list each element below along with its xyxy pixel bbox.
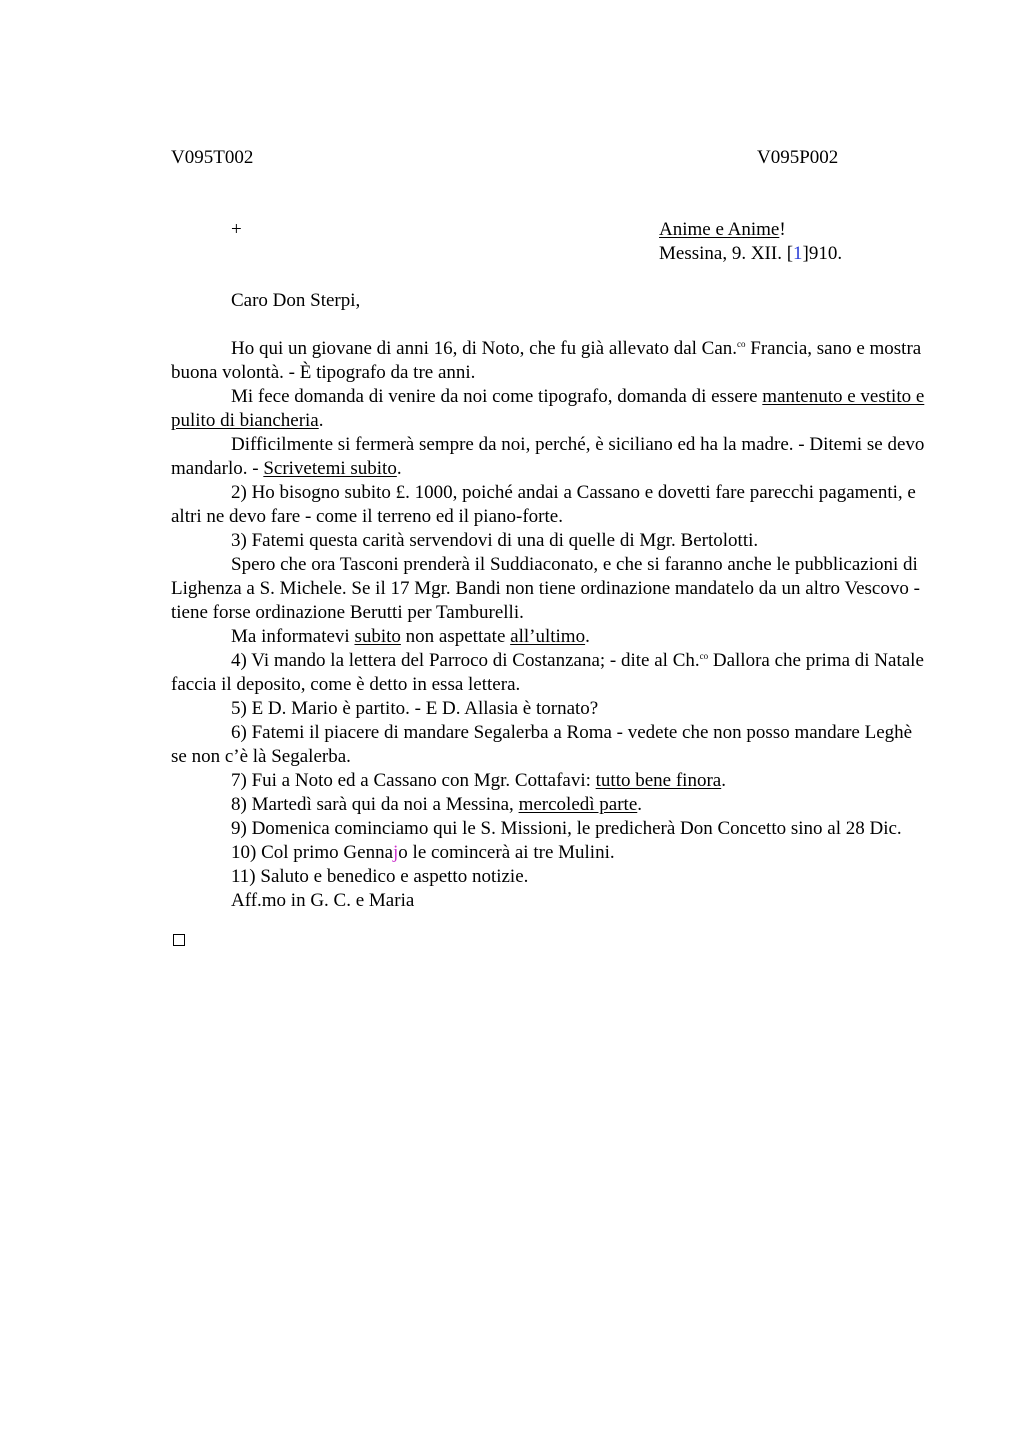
paragraph-1-text-b: Francia, sano e mostra buona volontà. - È tipografo da tre anni. <box>171 338 922 383</box>
date-line <box>659 242 842 266</box>
paragraph-8 <box>171 649 927 697</box>
paragraph-3-underlined: Scrivetemi subito <box>263 458 397 479</box>
paragraph-12 <box>171 793 927 817</box>
paragraph-11-underlined: tutto bene finora <box>595 770 722 791</box>
paragraph-5: 3) Fatemi questa carità servendovi di una di quelle di Mgr. Bertolotti. <box>231 530 759 551</box>
paragraph-9: 5) E D. Mario è partito. - E D. Allasia è tornato? <box>231 698 599 719</box>
paragraph-7 <box>171 625 927 649</box>
paragraph-4: 2) Ho bisogno subito £. 1000, poiché andai a Cassano e dovetti fare parecchi pagamenti, e altri ne devo fare - come il terreno ed il piano-forte. <box>171 482 916 527</box>
superscript-co: co <box>737 339 746 349</box>
date-emendation: 1 <box>793 243 803 264</box>
paragraph-8-text-b: Dallora che prima di Natale faccia il deposito, come è detto in essa lettera. <box>171 650 924 695</box>
letter-body <box>171 337 927 913</box>
paragraph-2-text-a: Mi fece domanda di venire da noi come tipografo, domanda di essere <box>231 386 763 407</box>
paragraph-12-text-a: 8) Martedì sarà qui da noi a Messina, <box>231 794 519 815</box>
document-code-right: V095P002 <box>757 147 839 168</box>
paragraph-14-emendation: j <box>393 842 399 863</box>
paragraph-11-text-a: 7) Fui a Noto ed a Cassano con Mgr. Cottafavi: <box>231 770 596 791</box>
paragraph-7-text-a: Ma informatevi <box>231 626 355 647</box>
paragraph-2-text-b: . <box>318 410 324 431</box>
motto: Anime e Anime <box>659 219 780 240</box>
paragraph-14-text-b: o le comincerà ai tre Mulini. <box>398 842 615 863</box>
letter-heading <box>659 218 842 266</box>
paragraph-10: 6) Fatemi il piacere di mandare Segalerba a Roma - vedete che non posso mandare Leghè se non c’è là Segalerba. <box>171 722 913 767</box>
paragraph-7-text-b: non aspettate <box>400 626 511 647</box>
cross-symbol: + <box>231 219 242 240</box>
paragraph-7-underlined-1: subito <box>354 626 401 647</box>
paragraph-1-text-a: Ho qui un giovane di anni 16, di Noto, che fu già allevato dal Can. <box>231 338 738 359</box>
paragraph-7-text-c: . <box>585 626 590 647</box>
paragraph-12-text-b: . <box>637 794 642 815</box>
paragraph-14-text-a: 10) Col primo Genna <box>231 842 394 863</box>
closing: Aff.mo in G. C. e Maria <box>231 890 415 911</box>
motto-line <box>659 218 842 242</box>
paragraph-15: 11) Saluto e benedico e aspetto notizie. <box>231 866 529 887</box>
paragraph-6: Spero che ora Tasconi prenderà il Suddiaconato, e che si faranno anche le pubblicazioni di Lighenza a S. Michele. Se il 17 Mgr. Bandi non tiene ordinazione mandatelo da un altro Vescovo - tiene forse ordinazione Berutti per Tamburelli. <box>171 554 920 623</box>
paragraph-12-underlined: mercoledì parte <box>518 794 638 815</box>
paragraph-8-text-a: 4) Vi mando la lettera del Parroco di Costanzana; - dite al Ch. <box>231 650 700 671</box>
end-box-icon <box>173 934 185 946</box>
paragraph-3 <box>171 433 927 481</box>
paragraph-3-text-b: . <box>396 458 402 479</box>
paragraph-13: 9) Domenica cominciamo qui le S. Missioni, le predicherà Don Concetto sino al 28 Dic. <box>231 818 902 839</box>
paragraph-14 <box>171 841 927 865</box>
paragraph-3-text-a: Difficilmente si fermerà sempre da noi, perché, è siciliano ed ha la madre. - Ditemi se devo mandarlo. - <box>171 434 925 479</box>
paragraph-11-text-b: . <box>721 770 726 791</box>
date-part-c: ]910. <box>802 243 843 264</box>
paragraph-1 <box>171 337 927 385</box>
paragraph-2 <box>171 385 927 433</box>
paragraph-2-underlined: mantenuto e vestito e pulito di biancheria <box>171 386 925 431</box>
salutation: Caro Don Sterpi, <box>231 290 361 311</box>
superscript-co-2: co <box>699 651 709 661</box>
document-code-left: V095T002 <box>171 147 254 168</box>
paragraph-7-underlined-2: all’ultimo <box>510 626 586 647</box>
date-part-a: Messina, 9. XII. [ <box>659 243 794 264</box>
paragraph-11 <box>171 769 927 793</box>
motto-exclamation: ! <box>779 219 786 240</box>
